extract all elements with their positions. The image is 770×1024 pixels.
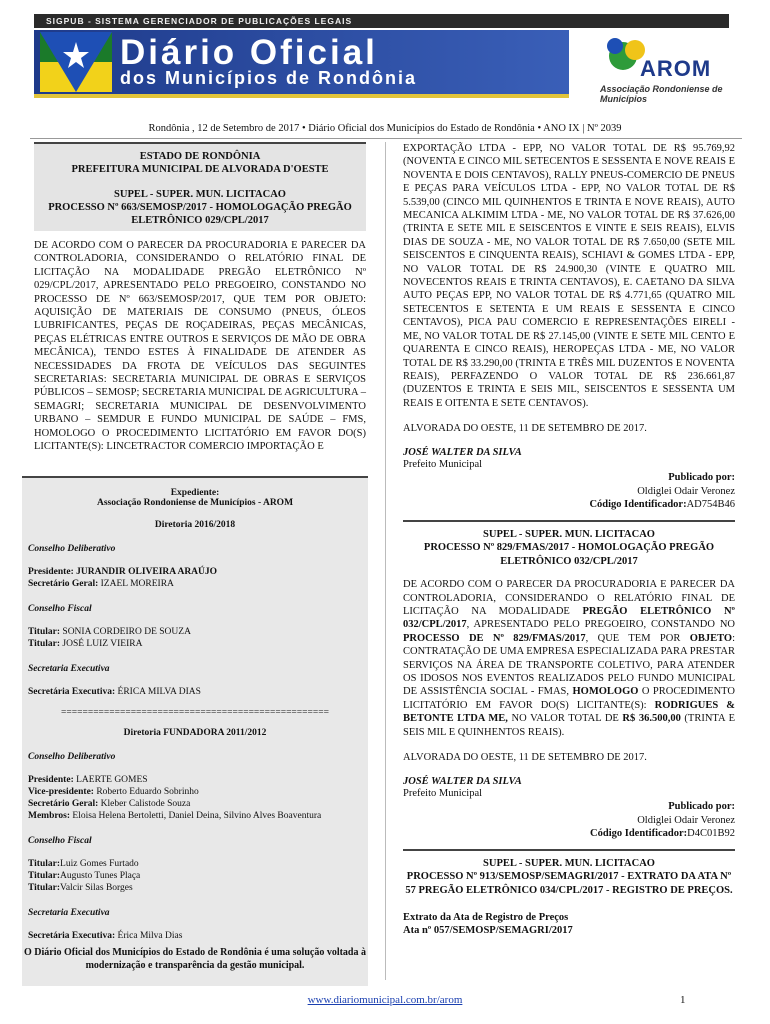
issue-divider [30,138,742,139]
identifier-code: AD754B46 [686,499,735,511]
issue-line: Rondônia , 12 de Setembro de 2017 • Diário Oficial dos Municípios do Estado de Rondônia • ANO IX | Nº 2039 [148,123,622,134]
process-heading: PROCESSO Nº 913/SEMOSP/SEMAGRI/2017 - EXTRATO DA ATA Nº 57 PREGÃO ELETRÔNICO 034/CPL/2017 - REGISTRO DE PREÇOS. [405,871,733,896]
titular-label: Titular: [28,639,61,649]
secretary-name: Kleber Calistode Souza [100,799,191,809]
publisher-name: Oldiglei Odair Veronez [637,814,735,826]
extract-title: Extrato da Ata de Registro de Preços [403,912,569,923]
date-line: ALVORADA DO OESTE, 11 DE SETEMBRO DE 2017. [403,423,647,435]
supel-heading: SUPEL - SUPER. MUN. LICITACAO [483,857,655,869]
expedient-footer: O Diário Oficial dos Municípios do Estado de Rondônia é uma solução voltada à modernização e transparência da gestão municipal. [24,947,366,971]
members-label: Membros: [28,811,71,821]
expedient-box [22,476,368,986]
titular-name: JOSÉ LUIZ VIEIRA [62,639,143,649]
secretary-name: IZAEL MOREIRA [100,579,174,589]
titular-label: Titular: [28,871,61,881]
exec-secretary-label: Secretária Executiva: [28,687,116,697]
expedient-org: Associação Rondoniense de Municípios - AROM [96,498,294,508]
titular-name: Luiz Gomes Furtado [60,859,139,869]
published-by-label: Publicado por: [668,472,735,484]
signatory-name: JOSÉ WALTER DA SILVA [403,776,522,787]
exec-secretary-name: ÉRICA MILVA DIAS [117,687,201,697]
deliberative-council-heading: Conselho Deliberativo [28,752,116,762]
left-column [34,142,366,454]
section-header [34,142,366,231]
homologation-body-2: DE ACORDO COM O PARECER DA PROCURADORIA E PARECER DA CONTROLADORIA, CONSIDERANDO O RELATÓRIO FINAL DE LICITAÇÃO NA MODALIDADE PREGÃO ELETRÔNICO Nº 032/CPL/2017, APRESENTADO PELO PREGOEIRO, CONSTANDO NO PROCESSO DE Nº 829/FMAS/2017, QUE TEM POR OBJETO: CONTRATAÇÃO DE UMA EMPRESA ESPECIALIZADA PARA PRESTAR SERVIÇOS NA ÁREA DE TRANSPORTE COLETIVO, PARA ATENDER OS IDOSOS NOS EVENTOS REALIZADOS PELO FUNDO MUNICIPAL DE ASSISTÊNCIA SOCIAL - FMAS, HOMOLOGO O PROCEDIMENTO LICITATÓRIO EM FAVOR DO(S) LICITANTE(S): RODRIGUES & BETONTE LTDA ME, NO VALOR TOTAL DE R$ 36.500,00 (TRINTA E SEIS MIL E QUINHENTOS REAIS). [403,579,736,738]
extract-number: Ata nº 057/SEMOSP/SEMAGRI/2017 [403,925,573,936]
secretary-label: Secretário Geral: [28,579,99,589]
signatory-name: JOSÉ WALTER DA SILVA [403,447,522,459]
titular-label: Titular: [28,859,61,869]
column-divider [385,142,386,980]
masthead-accent-line [34,94,569,98]
exec-secretary-label: Secretária Executiva: [28,931,116,941]
supel-heading: SUPEL - SUPER. MUN. LICITACAO [483,528,655,540]
deliberative-council-heading: Conselho Deliberativo [28,544,116,554]
date-line: ALVORADA DO OESTE, 11 DE SETEMBRO DE 2017. [403,752,647,763]
page-number: 1 [680,994,686,1006]
president-name: JURANDIR OLIVEIRA ARAÚJO [76,567,218,577]
section-divider [403,849,735,851]
process-heading: PROCESSO Nº 663/SEMOSP/2017 - HOMOLOGAÇÃO PREGÃO ELETRÔNICO 029/CPL/2017 [48,202,352,226]
president-label: Presidente: [28,567,74,577]
published-by-label: Publicado por: [668,801,735,812]
vice-president-name: Roberto Eduardo Sobrinho [96,787,199,797]
fiscal-council-heading: Conselho Fiscal [28,604,92,614]
right-column [403,142,735,937]
vice-president-label: Vice-presidente: [28,787,94,797]
act-title [403,857,735,898]
secretary-label: Secretário Geral: [28,799,99,809]
section-divider [403,520,735,522]
identifier-label: Código Identificador: [590,828,688,839]
masthead-subtitle: dos Municípios de Rondônia [120,68,417,88]
exec-secretary-name: Érica Milva Dias [117,931,183,941]
president-name: LAERTE GOMES [76,775,148,785]
act-title [403,528,735,569]
signatory-role: Prefeito Municipal [403,788,483,799]
members-names: Eloisa Helena Bertoletti, Daniel Deina, Silvino Alves Boaventura [72,811,322,821]
publication-info [403,471,735,512]
expedient-title: Expediente: [170,488,220,498]
founding-board: Diretoria FUNDADORA 2011/2012 [123,728,267,738]
arom-name: AROM [640,56,712,81]
footer-link[interactable]: www.diariomunicipal.com.br/arom [307,994,463,1006]
prefeitura-heading: PREFEITURA MUNICIPAL DE ALVORADA D'OESTE [71,164,329,175]
board-2016: Diretoria 2016/2018 [154,520,236,530]
president-label: Presidente: [28,775,74,785]
state-heading: ESTADO DE RONDÔNIA [139,151,261,162]
titular-name: Valcir Silas Borges [60,883,133,893]
titular-label: Titular: [28,627,61,637]
divider-line: ================================================== [61,708,329,718]
fiscal-council-heading: Conselho Fiscal [28,836,92,846]
masthead [0,0,770,116]
masthead-title: Diário Oficial [120,33,378,72]
supel-heading: SUPEL - SUPER. MUN. LICITACAO [114,189,286,200]
executive-secretariat-heading: Secretaria Executiva [28,664,110,674]
masthead-strip: SIGPUB - SISTEMA GERENCIADOR DE PUBLICAÇÕES LEGAIS [34,14,729,28]
titular-name: SONIA CORDEIRO DE SOUZA [62,627,191,637]
identifier-code: D4C01B92 [687,828,735,839]
titular-label: Titular: [28,883,61,893]
publication-info [403,800,735,841]
publisher-name: Oldiglei Odair Veronez [637,485,735,497]
homologation-body-continued: EXPORTAÇÃO LTDA - EPP, NO VALOR TOTAL DE R$ 95.769,92 (NOVENTA E CINCO MIL SETECENTOS E SESSENTA E NOVE REAIS E NOVENTA E DOIS CENTAVOS), RALLY PNEUS-COMERCIO DE PNEUS E PEÇAS PARA VEÍCULOS LTDA - EPP, NO VALOR TOTAL DE R$ 5.539,00 (CINCO MIL QUINHENTOS E TRINTA E NOVE REAIS), AUTO MECANICA ALKIMIM LTDA - ME, NO VALOR TOTAL DE R$ 37.626,00 (TRINTA E SETE MIL E SEISCENTOS E VINTE E SEIS REAIS), ELVIS DIAS DE SOUZA - ME, NO VALOR TOTAL DE R$ 7.650,00 (SETE MIL SEISCENTOS E CINQUENTA REAIS), SCHIAVI & GOMES LTDA - EPP, NO VALOR TOTAL DE R$ 24.900,30 (VINTE E QUATRO MIL NOVECENTOS REAIS E TRINTA CENTAVOS), E. CAETANO DA SILVA AUTO PEÇAS EPP, NO VALOR TOTAL DE R$ 4.771,65 (QUATRO MIL SETECENTOS E SETENTA E UM REAIS E SESSENTA E CINCO CENTAVOS), PICA PAU COMERCIO E REPRESENTAÇÕES EIRELI - ME, NO VALOR TOTAL DE R$ 27.145,00 (VINTE E SETE MIL CENTO E QUARENTA E CINCO REAIS), HEROPEÇAS LTDA - ME, NO VALOR TOTAL DE R$ 33.290,00 (TRINTA E TRÊS MIL DUZENTOS E NOVENTA REAIS), PERFAZENDO O VALOR TOTAL DE R$ 236.661,87 (DUZENTOS E TRINTA E SEIS MIL, SEISCENTOS E SESSENTA UM REAIS E OITENTA E SETE CENTAVOS). [403,143,735,409]
identifier-label: Código Identificador: [589,499,687,511]
signatory-role: Prefeito Municipal [403,459,483,471]
titular-name: Augusto Tunes Plaça [60,871,141,881]
executive-secretariat-heading: Secretaria Executiva [28,908,110,918]
process-heading: PROCESSO Nº 829/FMAS/2017 - HOMOLOGAÇÃO PREGÃO ELETRÔNICO 032/CPL/2017 [423,542,715,567]
rondonia-flag-icon [40,32,112,92]
arom-subtitle: Associação Rondoniense de Municípios [600,84,723,104]
homologation-body: DE ACORDO COM O PARECER DA PROCURADORIA E PARECER DA CONTROLADORIA, CONSIDERANDO O RELATÓRIO FINAL DE LICITAÇÃO NA MODALIDADE PREGÃO ELETRÔNICO Nº 029/CPL/2017, APRESENTADO PELO PREGOEIRO, CONSTANDO NO PROCESSO DE Nº 663/SEMOSP/2017, QUE TEM POR OBJETO: AQUISIÇÃO DE MATERIAIS DE CONSUMO (PNEUS, ÓLEOS LUBRIFICANTES, PEÇAS DE ROÇADEIRAS, PEÇAS MECÂNICAS, PEÇAS ELÉTRICAS ENTRE OUTROS E SERVIÇOS DE MÃO DE OBRA MECÂNICA), TENDO ESTES À FINALIDADE DE ATENDER AS NECESSIDADES DA FROTA DE VEÍCULOS DAS SEGUINTES SECRETARIAS: SECRETARIA MUNICIPAL DE OBRAS E SERVIÇOS PÚBLICOS – SEMOSP; SECRETARIA MUNICIPAL DE AGRICULTURA – SEMAGRI; SECRETARIA MUNICIPAL DE DESENVOLVIMENTO URBANO – SEMDUR E FUNDO MUNICIPAL DE SAÚDE – FMS, HOMOLOGO O PROCEDIMENTO LICITATÓRIO EM FAVOR DO(S) LICITANTE(S): LINCETRACTOR COMERCIO IMPORTAÇÃO E [34,240,366,453]
